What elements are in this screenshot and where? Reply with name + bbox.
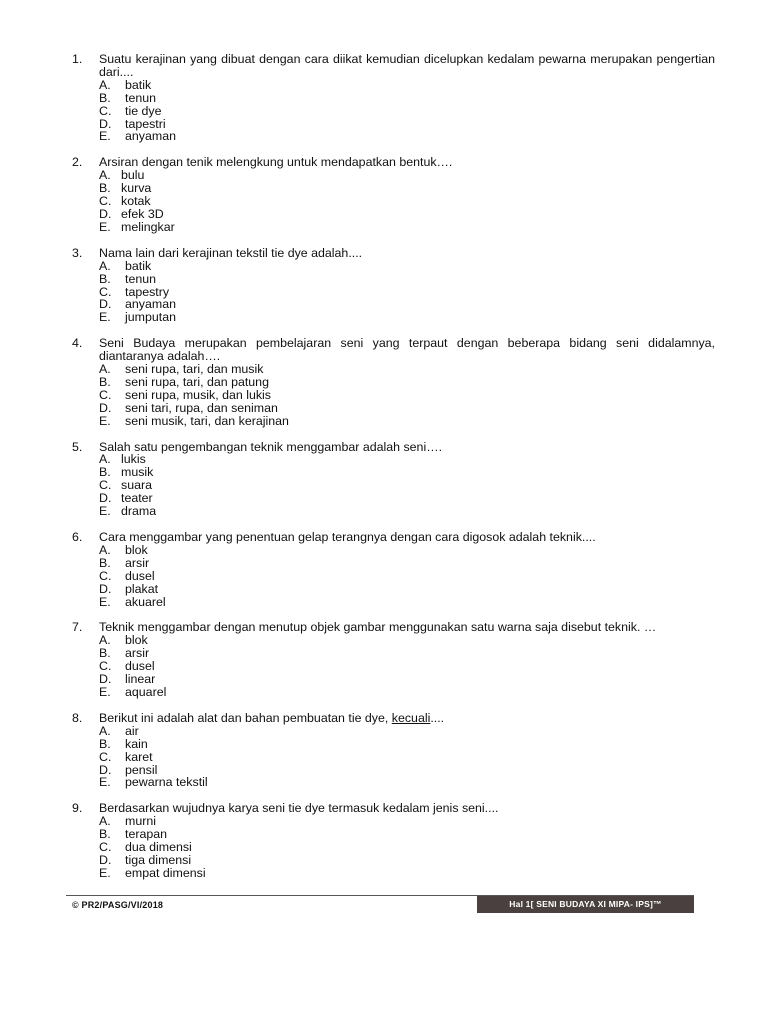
option-b (99, 92, 715, 105)
option-d (99, 492, 715, 505)
question-7 (72, 621, 715, 698)
question-9 (72, 802, 715, 879)
option-letter: E. (99, 129, 111, 144)
option-text: dusel (125, 659, 155, 674)
option-e (99, 867, 715, 880)
question-text: Nama lain dari kerajinan tekstil tie dye adalah.... (99, 245, 363, 260)
option-text: tapestri (125, 116, 166, 131)
option-e (99, 505, 715, 518)
option-c (99, 841, 715, 854)
question-1 (72, 53, 715, 143)
question-4 (72, 337, 715, 427)
footer-page-label: Hal 1[ SENI BUDAYA XI MIPA- IPS]™ (477, 896, 694, 913)
question-list (72, 53, 715, 893)
option-text: pewarna tekstil (125, 775, 208, 790)
option-letter: C. (99, 284, 112, 299)
option-b (99, 376, 715, 389)
option-letter: C. (99, 568, 112, 583)
option-c (99, 479, 715, 492)
option-text: pensil (125, 762, 158, 777)
option-text: aquarel (125, 684, 167, 699)
option-text: tenun (125, 271, 157, 286)
option-text: seni musik, tari, dan kerajinan (125, 413, 289, 428)
option-letter: C. (99, 103, 112, 118)
question-text-ellipsis: .... (430, 710, 445, 725)
option-b (99, 738, 715, 751)
option-text: linear (125, 672, 156, 687)
option-letter: A. (99, 362, 111, 377)
option-c (99, 751, 715, 764)
option-a (99, 815, 715, 828)
question-number: 8. (72, 710, 83, 725)
option-letter: D. (99, 400, 112, 415)
option-d (99, 854, 715, 867)
option-letter: C. (99, 749, 112, 764)
option-letter: D. (99, 116, 112, 131)
option-letter: E. (99, 865, 111, 880)
option-letter: C. (99, 387, 112, 402)
option-text: karet (125, 749, 153, 764)
option-text: tapestry (125, 284, 170, 299)
option-letter: A. (99, 723, 111, 738)
option-b (99, 557, 715, 570)
option-text: seni rupa, tari, dan musik (125, 362, 264, 377)
question-text: Suatu kerajinan yang dibuat dengan cara diikat kemudian dicelupkan kedalam pewarna merupakan pengertian dari.... (99, 52, 715, 79)
option-b (99, 466, 715, 479)
option-text: seni rupa, tari, dan patung (125, 374, 269, 389)
option-text: empat dimensi (125, 865, 206, 880)
option-text: dua dimensi (125, 840, 192, 855)
option-a (99, 544, 715, 557)
option-d (99, 118, 715, 131)
question-text (99, 712, 715, 725)
option-letter: A. (99, 633, 111, 648)
option-e (99, 311, 715, 324)
option-letter: E. (99, 310, 111, 325)
option-b (99, 182, 715, 195)
option-letter: A. (99, 542, 111, 557)
option-text: blok (125, 542, 148, 557)
option-text: kurva (121, 181, 152, 196)
option-letter: D. (99, 206, 112, 221)
option-letter: B. (99, 646, 111, 661)
option-text: dusel (125, 568, 155, 583)
option-a (99, 169, 715, 182)
option-d (99, 298, 715, 311)
option-d (99, 673, 715, 686)
option-text: seni rupa, musik, dan lukis (125, 387, 272, 402)
option-letter: A. (99, 168, 111, 183)
question-number: 9. (72, 801, 83, 816)
option-letter: D. (99, 762, 112, 777)
option-letter: B. (99, 465, 111, 480)
option-text: lukis (121, 452, 146, 467)
option-letter: E. (99, 594, 111, 609)
option-text: drama (121, 504, 157, 519)
question-number: 1. (72, 52, 83, 66)
option-text: tenun (125, 90, 157, 105)
question-number: 7. (72, 620, 83, 635)
option-letter: B. (99, 374, 111, 389)
option-c (99, 105, 715, 118)
option-text: air (125, 723, 139, 738)
question-number: 6. (72, 530, 83, 544)
option-text: akuarel (125, 594, 166, 609)
question-number: 3. (72, 245, 83, 260)
option-letter: E. (99, 684, 111, 699)
option-letter: C. (99, 840, 112, 855)
option-text: arsir (125, 555, 150, 570)
option-letter: D. (99, 581, 112, 596)
question-number: 4. (72, 336, 83, 351)
question-number: 5. (72, 439, 83, 454)
question-6 (72, 531, 715, 608)
option-c (99, 570, 715, 583)
option-text: suara (121, 478, 152, 493)
option-letter: C. (99, 478, 112, 493)
question-number: 2. (72, 155, 83, 170)
option-letter: B. (99, 181, 111, 196)
option-c (99, 286, 715, 299)
option-e (99, 686, 715, 699)
option-text: bulu (121, 168, 145, 183)
option-b (99, 647, 715, 660)
option-letter: D. (99, 297, 112, 312)
option-e (99, 776, 715, 789)
option-text: anyaman (125, 129, 176, 144)
option-text: musik (121, 465, 154, 480)
option-a (99, 725, 715, 738)
option-a (99, 260, 715, 273)
option-text: tie dye (125, 103, 162, 118)
question-text: Seni Budaya merupakan pembelajaran seni yang terpaut dengan beberapa bidang seni didalamnya, diantaranya adalah…. (99, 336, 715, 364)
option-letter: B. (99, 827, 111, 842)
question-8 (72, 712, 715, 789)
option-e (99, 221, 715, 234)
option-text: plakat (125, 581, 159, 596)
option-e (99, 596, 715, 609)
option-text: jumputan (125, 310, 176, 325)
option-letter: B. (99, 271, 111, 286)
option-text: terapan (125, 827, 168, 842)
option-text: kotak (121, 194, 151, 209)
option-letter: B. (99, 90, 111, 105)
option-text: teater (121, 491, 153, 506)
option-a (99, 363, 715, 376)
underlined-keyword: kecuali (391, 710, 431, 725)
option-text: seni tari, rupa, dan seniman (125, 400, 278, 415)
option-letter: E. (99, 775, 111, 790)
option-text: murni (125, 814, 156, 829)
option-text: arsir (125, 646, 150, 661)
option-letter: E. (99, 504, 111, 519)
option-e (99, 415, 715, 428)
option-letter: C. (99, 659, 112, 674)
question-text: Teknik menggambar dengan menutup objek gambar menggunakan satu warna saja disebut teknik. … (99, 620, 657, 635)
question-2 (72, 156, 715, 233)
option-text: batik (125, 258, 152, 273)
option-letter: D. (99, 672, 112, 687)
option-letter: E. (99, 413, 111, 428)
option-letter: A. (99, 814, 111, 829)
option-d (99, 583, 715, 596)
option-a (99, 634, 715, 647)
option-letter: D. (99, 852, 112, 867)
question-text-main: Berikut ini adalah alat dan bahan pembuatan tie dye, (99, 710, 392, 725)
option-c (99, 660, 715, 673)
option-text: anyaman (125, 297, 176, 312)
question-text: Cara menggambar yang penentuan gelap terangnya dengan cara digosok adalah teknik.... (99, 530, 596, 544)
option-letter: B. (99, 555, 111, 570)
option-text: kain (125, 736, 148, 751)
question-text: Arsiran dengan tenik melengkung untuk mendapatkan bentuk…. (99, 155, 453, 170)
option-b (99, 273, 715, 286)
option-text: melingkar (121, 219, 175, 234)
option-text: blok (125, 633, 148, 648)
option-letter: E. (99, 219, 111, 234)
option-d (99, 402, 715, 415)
option-text: tiga dimensi (125, 852, 192, 867)
option-e (99, 130, 715, 143)
option-c (99, 389, 715, 402)
question-3 (72, 247, 715, 324)
option-c (99, 195, 715, 208)
footer-copyright: © PR2/PASG/VI/2018 (72, 900, 164, 910)
option-letter: C. (99, 194, 112, 209)
option-letter: A. (99, 77, 111, 92)
option-text: efek 3D (121, 206, 164, 221)
option-text: batik (125, 77, 152, 92)
question-text: Salah satu pengembangan teknik menggambar adalah seni…. (99, 439, 443, 454)
option-a (99, 79, 715, 92)
option-letter: A. (99, 452, 111, 467)
option-letter: D. (99, 491, 112, 506)
option-letter: A. (99, 258, 111, 273)
question-5 (72, 441, 715, 518)
option-d (99, 208, 715, 221)
option-a (99, 453, 715, 466)
question-text: Berdasarkan wujudnya karya seni tie dye termasuk kedalam jenis seni.... (99, 801, 499, 816)
option-letter: B. (99, 736, 111, 751)
